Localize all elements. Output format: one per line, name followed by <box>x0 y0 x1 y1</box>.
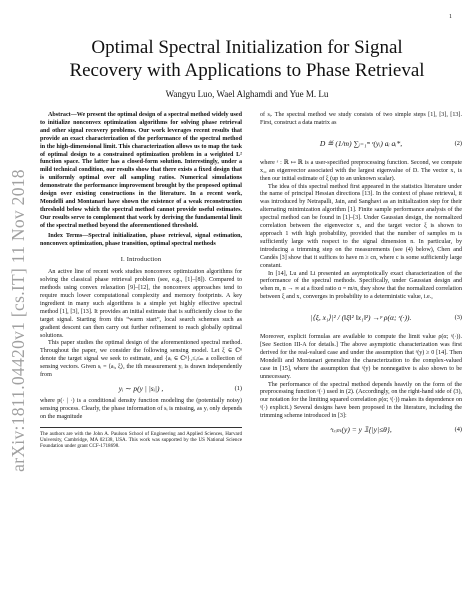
right-paragraph-6: The performance of the spectral method depends heavily on the form of the preprocessing function ᵋ(·) used in (2). (Accordingly, on the right-hand side of (3), our notation for the limiting squared correlation ρ(α; ᵋ(·)) makes its dependence on ᵋ(·) explicit.) Several designs have been proposed in the literature, including the trimming scheme introduced in [3]: <box>260 381 462 420</box>
intro-paragraph-3: where p(· | ·) is a conditional density function modeling the (potentially noisy) sensing process. Clearly, the phase information of sᵢ is missing, as yᵢ only depends on the magnitude <box>40 397 242 420</box>
equation-3-number: (3) <box>454 314 462 322</box>
right-paragraph-5: Moreover, explicit formulas are available to compute the limit value ρ(α; ᵋ(·)). [See Section III-A for details.] The above asymptotic characterization was first derived for the real-valued case and under the assumption that ᵋ(y) ≥ 0 [14]. Then Mondelli and Montanari generalize the characterization to the complex-valued case in [15], where the assumption that ᵋ(y) be nonnegative is also shown to be unnecessary. <box>260 334 462 380</box>
equation-4-body: ᵋₜᵣᵢₘ(y) = y 𝟙{|y|≤θ}, <box>330 425 392 435</box>
page-number: 1 <box>449 14 452 20</box>
right-paragraph-4: In [14], Lu and Li presented an asymptotically exact characterization of the performance of the spectral methods. Specifically, under Gaussian design and when m, n → ∞ at a fixed ratio α = m/n, they show that the normalized correlation between ξ and x₁ converges in probability to a deterministic value, i.e., <box>260 270 462 301</box>
paper-title-line-1: Optimal Spectral Initialization for Signal <box>91 37 403 58</box>
intro-paragraph-2: This paper studies the optimal design of the aforementioned spectral method. Throughout the paper, we consider the following sensing model. Let ξ ∈ ℂⁿ denote the target signal we seek to estimate, and {aᵢ ∈ ℂⁿ}₁≤ᵢ≤ₘ a collection of sensing vectors. Given sᵢ = ⟨aᵢ, ξ⟩, the ith measurement yᵢ is drawn independently from <box>40 340 242 379</box>
equation-4 <box>260 426 462 434</box>
author-list: Wangyu Luo, Wael Alghamdi and Yue M. Lu <box>165 89 329 99</box>
right-paragraph-2: where ᵋ : ℝ ↦ ℝ is a user-specified preprocessing function. Second, we compute x₁, an eigenvector associated with the largest eigenvalue of D. The vector x₁ is then our initial estimate of ξ (up to an unknown scalar). <box>260 159 462 182</box>
author-footnote: The authors are with the John A. Paulson School of Engineering and Applied Sciences, Harvard University, Cambridge, MA 02138, USA. This work was supported by the US National Science Foundation under grant CCF-1718698. <box>40 427 242 450</box>
right-column <box>260 112 462 439</box>
left-column <box>40 112 242 450</box>
arxiv-identifier: arXiv:1811.04420v1 [cs.IT] 11 Nov 2018 <box>7 168 28 472</box>
right-paragraph-3: The idea of this spectral method first appeared in the statistics literature under the name of principal Hessian directions [13]. In the context of phase retrieval, it was introduced by Netrapalli, Jain, and Sanghavi as an initialization step for their alternating minimization algorithm [1]. Finite sample performance analysis of the spectral method can be found in [1]–[3]. Under Gaussian design, the normalized correlation between the eigenvector x₁ and the target vector ξ is shown to approach 1 with high probability, provided that the number of samples m is sufficiently large with respect to the signal dimension n. In particular, by introducing a trimming step on the measurements (see (4) below), Chen and Candès [3] show that it suffices to have m ≥ cn, where c is some sufficiently large constant. <box>260 183 462 269</box>
arxiv-stamp <box>4 150 32 490</box>
paper-title-line-2: Recovery with Applications to Phase Retrieval <box>69 60 425 81</box>
index-terms: Index Terms—Spectral initialization, phase retrieval, signal estimation, nonconvex optimization, phase transition, optimal spectral methods <box>40 232 242 247</box>
abstract: Abstract—We present the optimal design of a spectral method widely used to initialize nonconvex optimization algorithms for solving phase retrieval and other signal recovery problems. Our work leverages recent results that provide an exact characterization of the performance of the spectral method in the high-dimensional limit. This characterization allows us to map the task of optimal design to a constrained optimization problem in a weighted L² function space. The latter has a closed-form solution. Interestingly, under a mild technical condition, our results show that there exists a fixed design that is uniformly optimal over all sampling ratios. Numerical simulations demonstrate the performance improvement brought by the proposed optimal design over existing constructions in the literature. In a recent work, Mondelli and Montanari have shown the existence of a weak reconstruction threshold below which the spectral method cannot provide useful estimates. Our results serve to complement that work by deriving the fundamental limit of the spectral method beyond the aforementioned threshold. <box>40 112 242 229</box>
equation-2 <box>260 133 462 155</box>
equation-2-number: (2) <box>454 139 462 147</box>
equation-2-body: D ≝ (1/m) ∑ᵢ₌₁ᵐ ᵋ(yᵢ) aᵢ aᵢ*, <box>319 138 403 148</box>
equation-1-number: (1) <box>234 385 242 392</box>
intro-paragraph-1: An active line of recent work studies nonconvex optimization algorithms for solving the classical phase retrieval problem (see, e.g., [1]–[8]). Compared to methods using convex relaxation [9]–[12], the nonconvex approaches tend to require much lower computational complexity and memory footprints. A key ingredient in many such algorithms is a simple yet highly effective spectral method [1], [3], [13]. It provides an initial estimate that is sufficiently close to the target signal. Starting from this “warm start”, local search schemes such as gradient descent can then carry out further refinement to reach globally optimal solutions. <box>40 269 242 339</box>
equation-4-number: (4) <box>454 426 462 434</box>
right-paragraph-1: of sᵢ. The spectral method we study consists of two simple steps [1], [3], [13]. First, construct a data matrix as <box>260 112 462 126</box>
equation-3-body: |⟨ξ, x₁⟩|² / (‖ξ‖² ‖x₁‖²) →ᵖ ρ(α; ᵋ(·)). <box>310 313 412 323</box>
title-block <box>40 36 454 100</box>
equation-3 <box>260 307 462 329</box>
equation-1 <box>40 385 242 393</box>
section-heading-introduction: I. Introduction <box>120 256 162 264</box>
equation-1-body: yᵢ ∼ p(y | |sᵢ|) , <box>118 384 164 393</box>
